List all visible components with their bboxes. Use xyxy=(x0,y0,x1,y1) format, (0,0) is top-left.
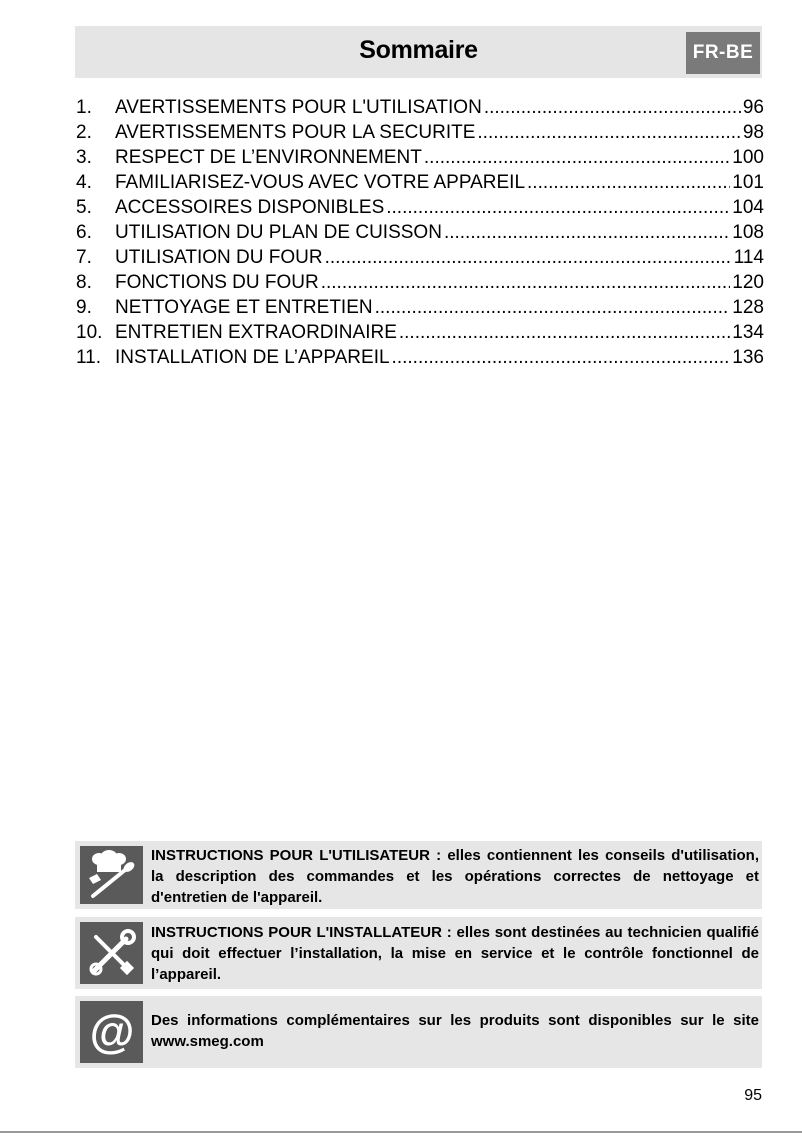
toc-page: 120 xyxy=(732,272,764,293)
toc-leader xyxy=(484,95,741,120)
toc-leader xyxy=(444,220,730,245)
toc-leader xyxy=(399,320,730,345)
header-bar xyxy=(75,26,762,78)
installer-instructions-box xyxy=(75,917,762,989)
language-badge: FR-BE xyxy=(686,32,760,74)
toc-page: 136 xyxy=(732,347,764,368)
toc-page: 128 xyxy=(732,297,764,318)
toc-item[interactable] xyxy=(76,195,764,220)
toc-label: RESPECT DE L’ENVIRONNEMENT xyxy=(115,147,422,168)
toc-number: 9. xyxy=(76,297,92,318)
toc-label: AVERTISSEMENTS POUR LA SECURITE xyxy=(115,122,476,143)
toc-page: 96 xyxy=(742,97,764,118)
toc-leader xyxy=(527,170,730,195)
toc-leader xyxy=(392,345,731,370)
toc-item[interactable] xyxy=(76,145,764,170)
toc-page: 108 xyxy=(732,222,764,243)
toc-item[interactable] xyxy=(76,270,764,295)
page-title: Sommaire xyxy=(359,36,478,64)
toc-label: AVERTISSEMENTS POUR L'UTILISATION xyxy=(115,97,482,118)
page-number: 95 xyxy=(744,1087,762,1104)
toc-label: UTILISATION DU FOUR xyxy=(115,247,323,268)
svg-text:@: @ xyxy=(89,1005,134,1057)
toc-leader xyxy=(477,120,740,145)
toc-leader xyxy=(424,145,730,170)
toc-label: FONCTIONS DU FOUR xyxy=(115,272,319,293)
toc-label: ENTRETIEN EXTRAORDINAIRE xyxy=(115,322,397,343)
bottom-rule xyxy=(0,1131,802,1133)
toc-label: ACCESSOIRES DISPONIBLES xyxy=(115,197,385,218)
at-sign-icon xyxy=(80,1001,143,1063)
toc-label: UTILISATION DU PLAN DE CUISSON xyxy=(115,222,442,243)
toc-leader xyxy=(325,245,732,270)
toc-number: 6. xyxy=(76,222,92,243)
user-instructions-text: INSTRUCTIONS POUR L'UTILISATEUR : elles contiennent les conseils d'utilisation, la description des commandes et les opérations correctes de nettoyage et d'entretien de l'appareil. xyxy=(151,847,759,906)
toc-number: 4. xyxy=(76,172,92,193)
toc-item[interactable] xyxy=(76,320,764,345)
toc-page: 101 xyxy=(732,172,764,193)
toc-page: 98 xyxy=(742,122,764,143)
toc-number: 10. xyxy=(76,322,103,343)
toc-page: 114 xyxy=(733,247,764,268)
toc-item[interactable] xyxy=(76,170,764,195)
toc-item[interactable] xyxy=(76,295,764,320)
toc-leader xyxy=(321,270,731,295)
toc-leader xyxy=(386,195,730,220)
toc-number: 11. xyxy=(76,347,102,368)
user-instructions-box xyxy=(75,841,762,909)
toc-page: 100 xyxy=(732,147,764,168)
toc-leader xyxy=(375,295,731,320)
chef-hat-spoon-icon xyxy=(80,846,143,904)
toc-item[interactable] xyxy=(76,245,764,270)
toc-number: 2. xyxy=(76,122,92,143)
toc-item[interactable] xyxy=(76,95,764,120)
toc-number: 5. xyxy=(76,197,92,218)
toc-number: 8. xyxy=(76,272,92,293)
toc-label: INSTALLATION DE L’APPAREIL xyxy=(115,347,390,368)
web-info-box xyxy=(75,996,762,1068)
toc-item[interactable] xyxy=(76,345,764,370)
web-info-text: Des informations complémentaires sur les produits sont disponibles sur le site www.smeg.com xyxy=(151,1012,759,1050)
toc-number: 3. xyxy=(76,147,92,168)
table-of-contents xyxy=(76,95,764,370)
toc-number: 1. xyxy=(76,97,92,118)
installer-instructions-text: INSTRUCTIONS POUR L'INSTALLATEUR : elles sont destinées au technicien qualifié qui doit effectuer l’installation, la mise en service et le contrôle fonctionnel de l’appareil. xyxy=(151,924,759,983)
toc-item[interactable] xyxy=(76,120,764,145)
toc-label: FAMILIARISEZ-VOUS AVEC VOTRE APPAREIL xyxy=(115,172,526,193)
toc-page: 134 xyxy=(732,322,764,343)
wrench-screwdriver-icon xyxy=(80,922,143,984)
toc-label: NETTOYAGE ET ENTRETIEN xyxy=(115,297,373,318)
toc-number: 7. xyxy=(76,247,92,268)
toc-page: 104 xyxy=(732,197,764,218)
toc-item[interactable] xyxy=(76,220,764,245)
